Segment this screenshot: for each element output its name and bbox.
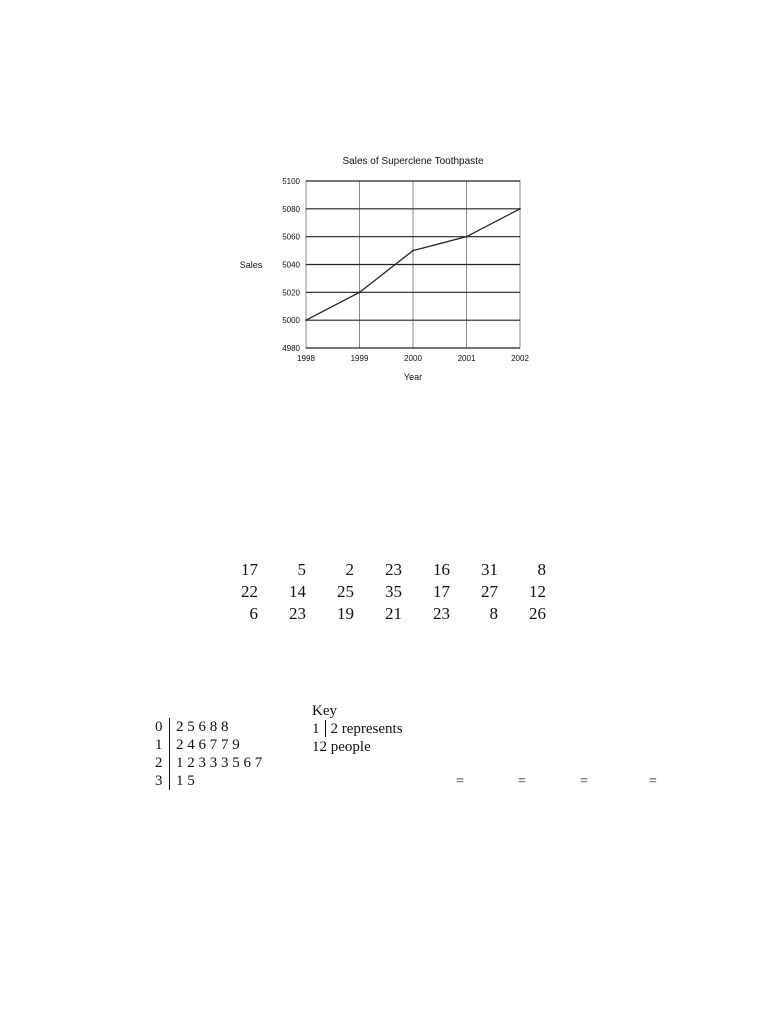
stem-leaf-row: [155, 736, 262, 754]
table-cell: 16: [433, 560, 450, 579]
table-cell: 2: [345, 560, 354, 579]
table-row: [210, 603, 546, 625]
table-cell: 35: [385, 582, 402, 601]
data-point: [519, 208, 521, 210]
stem: 0: [155, 719, 163, 735]
stem-divider: [169, 754, 170, 772]
stem-leaf-row: [155, 718, 262, 736]
leaves: 2 4 6 7 7 9: [176, 737, 240, 753]
stem-leaf-row: [155, 772, 262, 790]
table-cell: 22: [241, 582, 258, 601]
data-point: [359, 292, 361, 294]
x-tick-label: 2002: [511, 354, 529, 363]
key-stem: 1: [312, 721, 320, 737]
leaves: 1 5: [176, 773, 195, 789]
stem: 1: [155, 737, 163, 753]
table-cell: 14: [289, 582, 306, 601]
equals-sign: =: [580, 774, 588, 789]
y-axis-label: Sales: [239, 260, 263, 270]
line-chart: [0, 0, 768, 400]
x-tick-label: 1998: [297, 354, 315, 363]
x-tick-label: 1999: [350, 354, 369, 363]
chart-svg: [0, 0, 768, 400]
table-cell: 17: [433, 582, 450, 601]
stem: 2: [155, 755, 163, 771]
y-tick-label: 5060: [282, 232, 300, 242]
x-tick-label: 2001: [457, 354, 476, 363]
table-cell: 12: [529, 582, 546, 601]
table-cell: 25: [337, 582, 354, 601]
key-leaf-text: 2 represents: [330, 721, 403, 737]
stem-leaf-row: [155, 754, 262, 772]
key-title: Key: [312, 703, 337, 719]
y-tick-label: 5080: [282, 204, 300, 214]
stem-divider: [169, 718, 170, 736]
y-tick-label: 5040: [282, 260, 300, 270]
stem-leaf-plot: [155, 718, 262, 790]
table-cell: 21: [385, 604, 402, 623]
table-cell: 23: [385, 560, 402, 579]
table-cell: 8: [489, 604, 498, 623]
key-divider: [325, 720, 326, 737]
leaves: 2 5 6 8 8: [176, 719, 229, 735]
table-cell: 23: [433, 604, 450, 623]
y-tick-label: 5000: [282, 316, 300, 326]
data-point: [466, 236, 468, 238]
table-row: [210, 559, 546, 581]
equals-sign: =: [456, 774, 464, 789]
stem-divider: [169, 772, 170, 790]
y-tick-label: 5020: [282, 288, 300, 298]
stem: 3: [155, 773, 163, 789]
x-tick-label: 2000: [404, 354, 422, 363]
table-cell: 19: [337, 604, 354, 623]
equals-sign: =: [649, 774, 657, 789]
stem-divider: [169, 736, 170, 754]
table-cell: 17: [241, 560, 258, 579]
data-point: [305, 319, 307, 321]
table-cell: 27: [481, 582, 498, 601]
table-cell: 26: [529, 604, 546, 623]
leaves: 1 2 3 3 3 5 6 7: [176, 755, 263, 771]
y-tick-label: 4980: [282, 344, 300, 353]
table-row: [210, 581, 546, 603]
key-line2: 12 people: [312, 739, 371, 755]
chart-title: Sales of Superclene Toothpaste: [342, 156, 484, 167]
table-cell: 6: [249, 604, 258, 623]
y-tick-label: 5100: [282, 177, 300, 186]
data-point: [412, 250, 414, 252]
stem-leaf-key: [312, 702, 403, 756]
table-cell: 5: [297, 560, 306, 579]
key-example: [312, 720, 403, 738]
data-table: [210, 559, 546, 625]
table-cell: 8: [537, 560, 546, 579]
table-cell: 23: [289, 604, 306, 623]
x-axis-label: Year: [403, 372, 423, 382]
table-cell: 31: [481, 560, 498, 579]
equals-sign: =: [518, 774, 526, 789]
